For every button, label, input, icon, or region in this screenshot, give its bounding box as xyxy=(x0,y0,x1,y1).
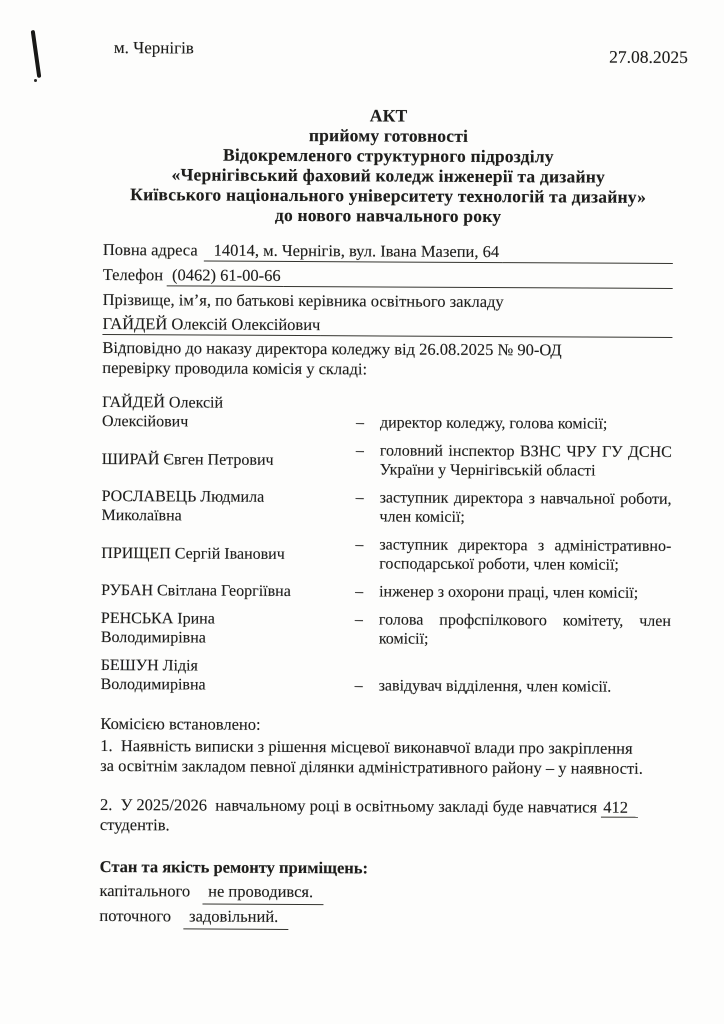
capital-repair-label: капітального xyxy=(99,880,191,901)
member-role-group xyxy=(349,582,671,603)
member-name: ПРИЩЕП Сергій Іванович xyxy=(101,544,285,563)
ruled-line xyxy=(320,314,672,338)
act-title-line: «Чернігівський фаховий коледж інженерії та дизайну xyxy=(171,164,606,187)
member-role: голова профспілкового комітету, член комісії; xyxy=(378,611,671,648)
current-repair-value: задовільний. xyxy=(183,904,288,930)
capital-repair-value: не проводився. xyxy=(202,880,323,906)
member-role: заступник директора з адміністративно-господарської роботи, член комісії; xyxy=(379,536,672,574)
finding-item-2 xyxy=(100,795,670,837)
member-name: РУБАН Світлана Георгіївна xyxy=(101,581,291,600)
dash-separator: – xyxy=(355,536,364,554)
member-role-group xyxy=(349,535,671,575)
commission-row xyxy=(101,487,671,528)
director-value: ГАЙДЕЙ Олексій Олексійович xyxy=(102,313,321,335)
repairs-heading: Стан та якість ремонту приміщень: xyxy=(99,856,369,878)
dash-separator: – xyxy=(354,611,364,629)
order-line: Відповідно до наказу директора коледжу від 26.08.2025 № 90-ОД xyxy=(102,337,562,360)
member-name: РОСЛАВЕЦЬ Людмила Миколаївна xyxy=(101,487,265,525)
students-count-value: 412 xyxy=(601,798,638,818)
phone-label: Телефон xyxy=(102,264,164,285)
dash-separator: – xyxy=(354,677,363,695)
member-role: головний інспектор ВЗНС ЧРУ ГУ ДСНС України у Чернігівській області xyxy=(379,442,672,480)
act-title-line: Київського національного університету технологій та дизайну» xyxy=(130,184,647,207)
member-role: інженер з охорони праці, член комісії; xyxy=(379,583,639,602)
institution-details xyxy=(102,239,673,381)
dash-separator: – xyxy=(355,583,364,601)
act-title-block xyxy=(103,104,674,227)
commission-intro: перевірку проводила комісія у складі: xyxy=(102,357,368,379)
member-name: ГАЙДЕЙ Олексій Олексійович xyxy=(101,393,224,431)
commission-row xyxy=(101,581,671,603)
repairs-status xyxy=(99,855,669,932)
member-name: РЕНСЬКА Ірина Володимирівна xyxy=(100,609,215,647)
act-title-line: АКТ xyxy=(369,105,408,126)
director-label: Прізвище, ім’я, по батькові керівника освітнього закладу xyxy=(102,289,504,312)
member-role-group xyxy=(350,413,672,434)
address-label: Повна адреса xyxy=(102,239,198,260)
finding-item-1: 1. Наявність виписки з рішення місцевої виконавчої влади про закріплення за освітнім закладом певної ділянки адміністративного району – у наявності. xyxy=(100,735,643,778)
commission-row xyxy=(102,440,672,481)
ruled-line xyxy=(284,265,673,289)
commission-row xyxy=(101,609,671,650)
dash-separator: – xyxy=(355,489,364,507)
document-header-row xyxy=(104,38,688,68)
current-repair-line xyxy=(99,904,669,932)
current-repair-label: поточного xyxy=(99,905,172,926)
phone-value: (0462) 61-00-66 xyxy=(167,264,284,287)
finding-item-2-suffix: студентів. xyxy=(99,814,170,834)
dash-separator: – xyxy=(355,442,364,460)
act-title-line: Відокремленого структурного підрозділу xyxy=(222,144,554,167)
commission-findings xyxy=(100,714,671,837)
commission-row xyxy=(102,393,672,434)
member-role-group xyxy=(350,441,672,481)
director-line xyxy=(102,313,672,338)
member-role-group xyxy=(349,676,671,697)
pen-stroke-mark xyxy=(31,30,41,78)
address-line xyxy=(103,239,673,264)
member-name: БЕШУН Лідія Володимирівна xyxy=(100,656,206,694)
place-label: м. Чернігів xyxy=(113,38,194,58)
member-role: директор коледжу, голова комісії; xyxy=(379,414,608,433)
findings-heading: Комісією встановлено: xyxy=(100,713,261,734)
date-label: 27.08.2025 xyxy=(609,46,688,68)
member-role: заступник директора з навчальної роботи, член комісії; xyxy=(379,489,672,526)
member-name: ШИРАЙ Євген Петрович xyxy=(101,450,274,469)
phone-line xyxy=(103,264,673,289)
act-title-line: до нового навчального року xyxy=(274,204,502,227)
commission-row xyxy=(101,656,671,697)
finding-item-2-text: 2. У 2025/2026 навчальному році в освітньому закладі буде навчатися xyxy=(99,794,598,817)
order-reference xyxy=(102,338,672,381)
pen-stroke-dot xyxy=(34,79,37,82)
member-role: завідувач відділення, член комісії. xyxy=(378,677,612,696)
document-content xyxy=(99,38,688,932)
member-role-group xyxy=(349,610,671,650)
ruled-line xyxy=(503,241,673,264)
member-role-group xyxy=(349,488,671,528)
commission-list xyxy=(101,393,673,697)
dash-separator: – xyxy=(355,414,365,432)
capital-repair-line xyxy=(99,879,669,907)
commission-row xyxy=(101,534,671,575)
act-title-line: прийому готовності xyxy=(308,125,469,146)
address-value: 14014, м. Чернігів, вул. Івана Мазепи, 64 xyxy=(204,240,504,264)
